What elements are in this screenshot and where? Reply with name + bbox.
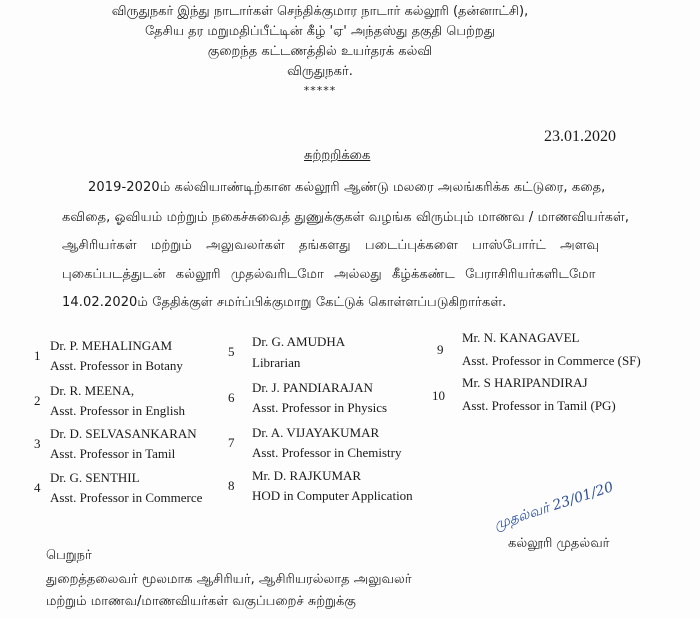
principal-title: கல்லூரி முதல்வர் bbox=[508, 536, 610, 551]
staff-name: Dr. D. SELVASANKARAN bbox=[50, 426, 197, 441]
staff-designation: Librarian bbox=[252, 355, 301, 370]
body-line-3: ஆசிரியர்கள் மற்றும் அலுவலர்கள் தங்களது படைப்புக்களை பாஸ்போர்ட் அளவு bbox=[62, 238, 600, 253]
staff-number: 3 bbox=[34, 436, 41, 451]
staff-designation: Asst. Professor in Tamil (PG) bbox=[462, 398, 616, 413]
circular-title: சுற்றறிக்கை bbox=[304, 148, 371, 163]
staff-designation: Asst. Professor in Botany bbox=[50, 358, 183, 373]
staff-number: 8 bbox=[228, 478, 235, 493]
staff-designation: Asst. Professor in Tamil bbox=[50, 446, 176, 461]
staff-number: 2 bbox=[34, 393, 41, 408]
recipients-line-1: துறைத்தலைவர் மூலமாக ஆசிரியர், ஆசிரியரல்லாத அலுவலர் bbox=[46, 572, 412, 587]
college-name: விருதுநகர் இந்து நாடார்கள் செந்திக்குமார நாடார் கல்லூரி (தன்னாட்சி), bbox=[111, 4, 529, 19]
handwritten-signature: முதல்வர் 23/01/20 bbox=[492, 479, 616, 533]
staff-number: 6 bbox=[228, 390, 235, 405]
separator-stars: ***** bbox=[303, 84, 337, 97]
staff-designation: Asst. Professor in Commerce bbox=[50, 490, 203, 505]
staff-name: Dr. P. MEHALINGAM bbox=[50, 338, 173, 353]
tagline: குறைந்த கட்டணத்தில் உயர்தரக் கல்வி bbox=[207, 44, 433, 59]
staff-name: Mr. D. RAJKUMAR bbox=[252, 468, 362, 483]
staff-name: Dr. G. SENTHIL bbox=[50, 470, 140, 485]
staff-number: 5 bbox=[228, 344, 235, 359]
staff-name: Dr. G. AMUDHA bbox=[252, 334, 346, 349]
staff-name: Mr. S HARIPANDIRAJ bbox=[462, 375, 588, 390]
city: விருதுநகர். bbox=[287, 64, 353, 79]
staff-designation: Asst. Professor in Physics bbox=[252, 400, 388, 415]
body-line-4: புகைப்படத்துடன் கல்லூரி முதல்வரிடமோ அல்லது கீழ்க்கண்ட பேராசிரியர்களிடமோ bbox=[62, 267, 596, 282]
staff-name: Dr. R. MEENA, bbox=[50, 383, 135, 398]
staff-designation: Asst. Professor in Chemistry bbox=[252, 445, 402, 460]
staff-designation: Asst. Professor in English bbox=[50, 403, 186, 418]
staff-name: Mr. N. KANAGAVEL bbox=[462, 330, 580, 345]
staff-number: 10 bbox=[432, 388, 445, 403]
staff-number: 1 bbox=[34, 348, 41, 363]
body-line-5: 14.02.2020ம் தேதிக்குள் சமர்ப்பிக்குமாறு கேட்டுக் கொள்ளப்படுகிறார்கள். bbox=[62, 295, 507, 310]
accreditation-line: தேசிய தர மறுமதிப்பீட்டின் கீழ் 'ஏ' அந்தஸ்து தகுதி பெற்றது bbox=[144, 24, 496, 39]
body-line-1: 2019-2020ம் கல்வியாண்டிற்கான கல்லூரி ஆண்டு மலரை அலங்கரிக்க கட்டுரை, கதை, bbox=[88, 180, 606, 195]
body-line-2: கவிதை, ஓவியம் மற்றும் நகைச்சுவைத் துணுக்குகள் வழங்க விரும்பும் மாணவ / மாணவியர்கள், bbox=[62, 210, 630, 225]
recipients-label: பெறுநர் bbox=[46, 548, 92, 563]
staff-designation: Asst. Professor in Commerce (SF) bbox=[462, 353, 641, 368]
staff-name: Dr. J. PANDIARAJAN bbox=[252, 380, 373, 395]
staff-designation: HOD in Computer Application bbox=[252, 488, 413, 503]
recipients-line-2: மற்றும் மாணவ/மாணவியர்கள் வகுப்பறைச் சுற்றுக்கு bbox=[46, 594, 356, 609]
staff-number: 7 bbox=[228, 435, 235, 450]
staff-number: 4 bbox=[34, 480, 41, 495]
staff-name: Dr. A. VIJAYAKUMAR bbox=[252, 425, 380, 440]
staff-number: 9 bbox=[437, 342, 444, 357]
circular-date: 23.01.2020 bbox=[544, 128, 616, 145]
